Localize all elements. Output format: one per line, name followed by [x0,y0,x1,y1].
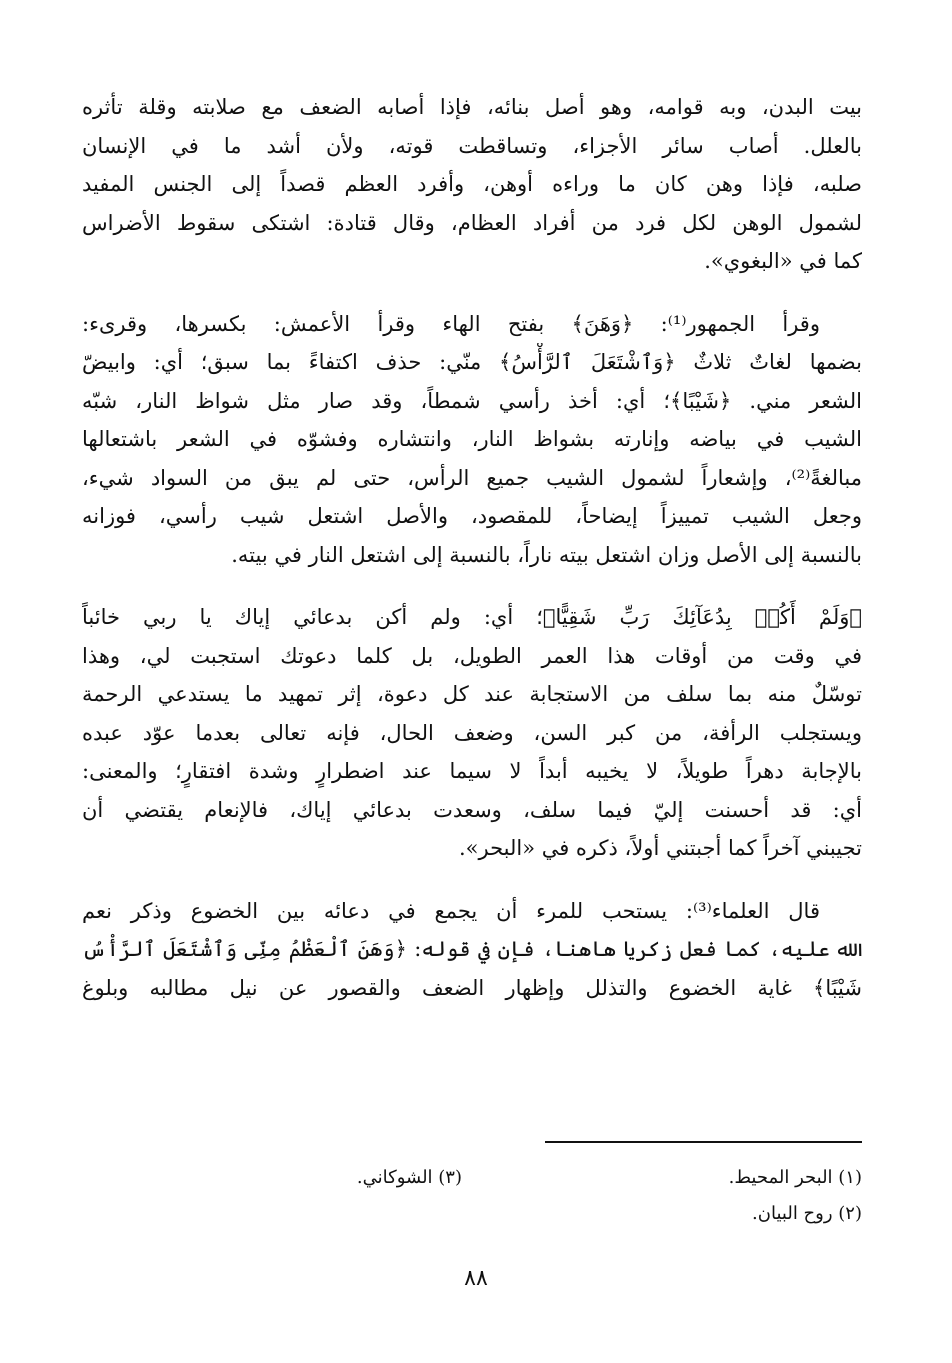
main-text [82,88,862,1031]
text-line: بالإجابة دهراً طويلاً، لا يخيبه أبداً لا سيما عند اضطرارٍ وشدة افتقارٍ؛ والمعنى: [82,759,862,783]
page-number: ٨٨ [464,1266,488,1291]
text-line: وقرأ الجمهور⁽¹⁾: ﴿وَهَنَ﴾ بفتح الهاء وقرأ الأعمش: بكسرها، وقرىء: [82,311,820,336]
footnotes [82,1160,862,1232]
text-line: في وقت من أوقات هذا العمر الطويل، بل كلما دعوتك استجبت لي، وهذا [82,643,862,668]
text-line: الله عليه، كما فعل زكريا هاهنا، فإن في قوله: ﴿وَهَنَ ٱلْعَظْمُ مِنِّى وَٱشْتَعَلَ ٱلرَّأْسُ [82,937,862,961]
text-line: بيت البدن، وبه قوامه، وهو أصل بنائه، فإذا أصابه الضعف مع صلابته وقلة تأثره [82,95,862,119]
text-line: صلبه، فإذا وهن كان ما وراءه أوهن، وأفرد العظم قصداً إلى الجنس المفيد [82,172,862,196]
text-line: بضمها لغاتٌ ثلاثٌ ﴿وَٱشْتَعَلَ ٱلرَّأْسُ﴾ منّي: حذف اكتفاءً بما سبق؛ أي: وابيضّ [82,350,862,374]
paragraph-3 [82,598,862,868]
text-line: بالعلل. أصاب سائر الأجزاء، وتساقطت قوته، ولأن أشد ما في الإنسان [82,133,862,158]
footnote-1: (١) البحر المحيط. [728,1167,862,1188]
text-line: بالنسبة إلى الأصل وزان اشتعل بيته ناراً، بالنسبة إلى اشتعل النار في بيته. [231,542,862,567]
text-line: شَيْبًا﴾ غاية الخضوع والتذلل وإظهار الضعف والقصور عن نيل مطالبه وبلوغ [82,975,862,1000]
text-line: أي: قد أحسنت إليّ فيما سلف، وسعدت بدعائي إياك، فالإنعام يقتضي أن [82,797,862,822]
footnote-2: (٢) روح البيان. [752,1203,862,1224]
footnote-row [82,1160,862,1196]
footnote-3: (٣) الشوكاني. [356,1167,462,1188]
text-line: توسّلٌ منه بما سلف من الاستجابة عند كل دعوة، إثر تمهيد ما يستدعي الرحمة [82,682,862,706]
text-line: ويستجلب الرأفة، من كبر السن، وضعف الحال، فإنه تعالى بعدما عوّد عبده [82,720,862,745]
text-line: ﴿وَلَمْ أَكُنۢ بِدُعَآئِكَ رَبِّ شَقِيًّا﴾؛ أي: ولم أكن بدعائي إياك يا ربي خائباً [82,605,862,629]
footnote-row [82,1196,862,1232]
footnote-separator [545,1141,862,1143]
text-line: الشعر مني. ﴿شَيْبًا﴾؛ أي: أخذ رأسي شمطاً، وقد صار مثل شواظ النار، شبّه [82,388,862,413]
text-line: الشيب في بياضه وإنارته بشواظ النار، وانتشاره وفشوّه في الشعر باشتعالها [82,427,862,451]
paragraph-2 [82,305,862,575]
text-line: مبالغةً⁽²⁾، وإشعاراً لشمول الشيب جميع الرأس، حتى لم يبق من السواد شيء، [82,465,862,490]
paragraph-4 [82,892,862,1008]
text-line: تجيبني آخراً كما أجبتني أولاً، ذكره في «البحر». [458,836,862,860]
text-line: قال العلماء⁽³⁾: يستحب للمرء أن يجمع في دعائه بين الخضوع وذكر نعم [82,898,820,923]
paragraph-1 [82,88,862,281]
text-line: لشمول الوهن لكل فرد من أفراد العظام، وقال قتادة: اشتكى سقوط الأضراس [82,210,862,235]
text-line: وجعل الشيب تمييزاً إيضاحاً، للمقصود، والأصل اشتعل شيب رأسي، فوزانه [82,504,862,528]
text-line: كما في «البغوي». [704,249,862,273]
